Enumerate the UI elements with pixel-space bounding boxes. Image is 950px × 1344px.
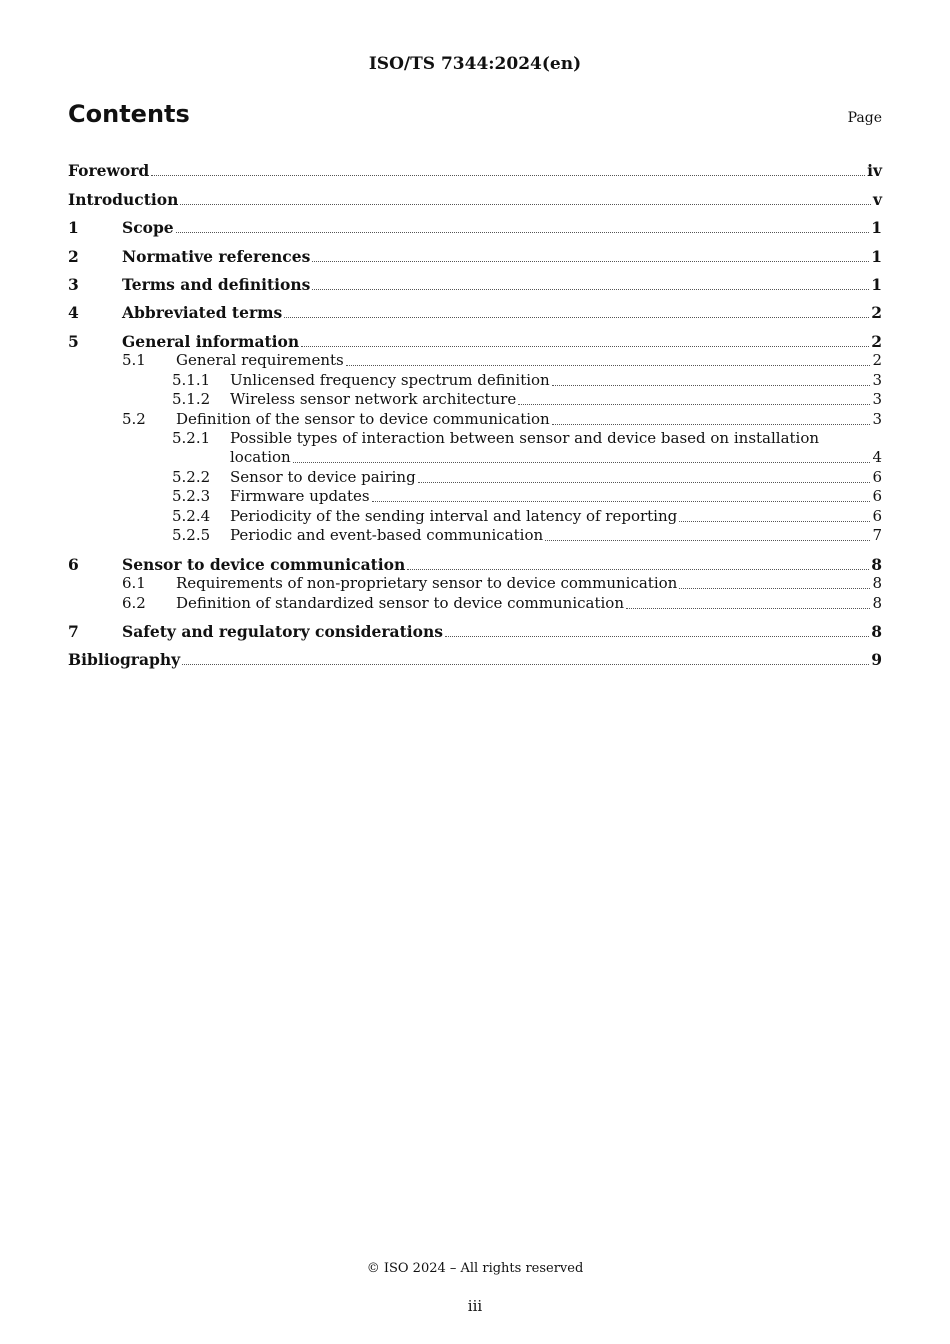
toc-entry-title: Firmware updates xyxy=(230,487,370,506)
toc-entry-page: v xyxy=(872,189,882,209)
toc-entry-number: 3 xyxy=(68,274,79,294)
toc-entry-title: Unlicensed frequency spectrum definition xyxy=(230,370,550,389)
dot-leader xyxy=(552,424,871,425)
dot-leader xyxy=(372,501,871,502)
toc-entry-line-2 xyxy=(230,448,882,467)
toc-entry-page: 3 xyxy=(872,390,882,409)
toc-entry-number: 5.2.3 xyxy=(172,487,211,506)
dot-leader xyxy=(312,289,869,290)
toc-entry-page: 6 xyxy=(872,506,882,525)
toc-entry-scope[interactable] xyxy=(68,209,882,237)
toc-entry-bibliography[interactable] xyxy=(68,641,882,669)
toc-entry-page: 8 xyxy=(871,554,882,574)
page-column-label: Page xyxy=(847,110,882,126)
dot-leader xyxy=(151,175,865,176)
dot-leader xyxy=(418,482,871,483)
page-number: iii xyxy=(467,1297,483,1315)
dot-leader xyxy=(552,385,871,386)
document-id-header: ISO/TS 7344:2024(en) xyxy=(368,54,582,74)
toc-entry-number: 7 xyxy=(68,622,79,642)
toc-entry-title: Abbreviated terms xyxy=(122,303,283,323)
toc-entry-title: Wireless sensor network architecture xyxy=(230,390,517,409)
toc-entry-number: 5.2.5 xyxy=(172,526,211,545)
toc-entry-5-2-2[interactable] xyxy=(68,467,882,487)
toc-entry-page: 6 xyxy=(872,487,882,506)
toc-entry-number: 1 xyxy=(68,218,79,238)
toc-entry-title: Foreword xyxy=(68,161,150,181)
toc-entry-abbreviated-terms[interactable] xyxy=(68,294,882,322)
toc-entry-page: 8 xyxy=(871,622,882,642)
toc-entry-safety-and-regulatory[interactable] xyxy=(68,613,882,641)
toc-entry-title: Bibliography xyxy=(68,650,181,670)
dot-leader xyxy=(679,521,870,522)
toc-entry-title: Definition of standardized sensor to device communication xyxy=(176,593,624,612)
toc-entry-page: 3 xyxy=(872,370,882,389)
toc-entry-5-2-5[interactable] xyxy=(68,526,882,546)
toc-entry-page: 2 xyxy=(872,351,882,370)
dot-leader xyxy=(626,608,870,609)
toc-entry-title: Sensor to device pairing xyxy=(230,467,416,486)
toc-entry-foreword[interactable] xyxy=(68,152,882,180)
copyright-notice: © ISO 2024 – All rights reserved xyxy=(366,1261,584,1276)
toc-entry-title: General requirements xyxy=(176,351,344,370)
toc-entry-number: 5.2.4 xyxy=(172,506,211,525)
toc-entry-number: 5.1.1 xyxy=(172,370,211,389)
toc-entry-normative-references[interactable] xyxy=(68,237,882,265)
toc-entry-number: 6.1 xyxy=(122,574,146,593)
contents-heading: Contents xyxy=(68,100,190,128)
toc-entry-5-2-3[interactable] xyxy=(68,487,882,507)
toc-entry-title: Introduction xyxy=(68,189,179,209)
toc-entry-page: 4 xyxy=(872,448,882,467)
toc-entry-introduction[interactable] xyxy=(68,180,882,208)
toc-entry-title: Scope xyxy=(122,218,174,238)
toc-entry-page: 6 xyxy=(872,467,882,486)
dot-leader xyxy=(545,540,870,541)
toc-entry-title: Possible types of interaction between sensor and device based on installation xyxy=(230,428,820,447)
dot-leader xyxy=(346,365,871,366)
toc-entry-title: General information xyxy=(122,331,300,351)
toc-entry-page: 1 xyxy=(871,218,882,238)
toc-entry-page: 8 xyxy=(872,593,882,612)
toc-entry-page: 1 xyxy=(871,246,882,266)
toc-entry-page: 7 xyxy=(872,526,882,545)
dot-leader xyxy=(180,204,871,205)
toc-entry-title: Periodic and event-based communication xyxy=(230,526,544,545)
toc-entry-page: 2 xyxy=(871,331,882,351)
table-of-contents xyxy=(68,152,882,669)
toc-entry-6-2[interactable] xyxy=(68,593,882,613)
toc-entry-general-information[interactable] xyxy=(68,322,882,350)
toc-entry-number: 2 xyxy=(68,246,79,266)
toc-entry-title: Periodicity of the sending interval and latency of reporting xyxy=(230,506,678,525)
dot-leader xyxy=(407,569,869,570)
toc-entry-number: 5.1.2 xyxy=(172,390,211,409)
dot-leader xyxy=(679,588,870,589)
toc-entry-number: 5 xyxy=(68,331,79,351)
toc-entry-number: 4 xyxy=(68,303,79,323)
dot-leader xyxy=(301,346,869,347)
toc-entry-number: 5.2.1 xyxy=(172,428,211,447)
toc-entry-number: 6 xyxy=(68,554,79,574)
toc-entry-title: Terms and definitions xyxy=(122,274,311,294)
toc-entry-6-1[interactable] xyxy=(68,574,882,594)
toc-entry-page: 3 xyxy=(872,409,882,428)
toc-entry-page: 9 xyxy=(871,650,882,670)
toc-entry-5-2-4[interactable] xyxy=(68,506,882,526)
toc-entry-title: Requirements of non-proprietary sensor to device communication xyxy=(176,574,678,593)
toc-entry-sensor-to-device-communication[interactable] xyxy=(68,545,882,573)
toc-entry-page: 8 xyxy=(872,574,882,593)
toc-entry-title-continued: location xyxy=(230,448,291,467)
toc-entry-line-1 xyxy=(68,429,882,449)
toc-entry-number: 5.2 xyxy=(122,409,146,428)
dot-leader xyxy=(445,636,869,637)
toc-entry-number: 5.1 xyxy=(122,351,146,370)
toc-entry-page: 1 xyxy=(871,274,882,294)
toc-entry-title: Normative references xyxy=(122,246,311,266)
dot-leader xyxy=(284,317,869,318)
toc-entry-terms-and-definitions[interactable] xyxy=(68,266,882,294)
dot-leader xyxy=(293,462,871,463)
toc-entry-number: 5.2.2 xyxy=(172,467,211,486)
toc-entry-5-1[interactable] xyxy=(68,351,882,371)
toc-entry-5-2-1[interactable] xyxy=(68,429,882,468)
toc-entry-number: 6.2 xyxy=(122,593,146,612)
dot-leader xyxy=(312,261,869,262)
toc-entry-5-2[interactable] xyxy=(68,409,882,429)
toc-entry-title: Safety and regulatory considerations xyxy=(122,622,443,642)
toc-entry-title: Definition of the sensor to device communication xyxy=(176,409,550,428)
dot-leader xyxy=(182,664,869,665)
dot-leader xyxy=(518,404,870,405)
dot-leader xyxy=(176,232,870,233)
toc-entry-5-1-1[interactable] xyxy=(68,370,882,390)
toc-entry-5-1-2[interactable] xyxy=(68,390,882,410)
toc-entry-page: 2 xyxy=(871,303,882,323)
toc-entry-page: iv xyxy=(867,161,882,181)
toc-entry-title: Sensor to device communication xyxy=(122,554,406,574)
